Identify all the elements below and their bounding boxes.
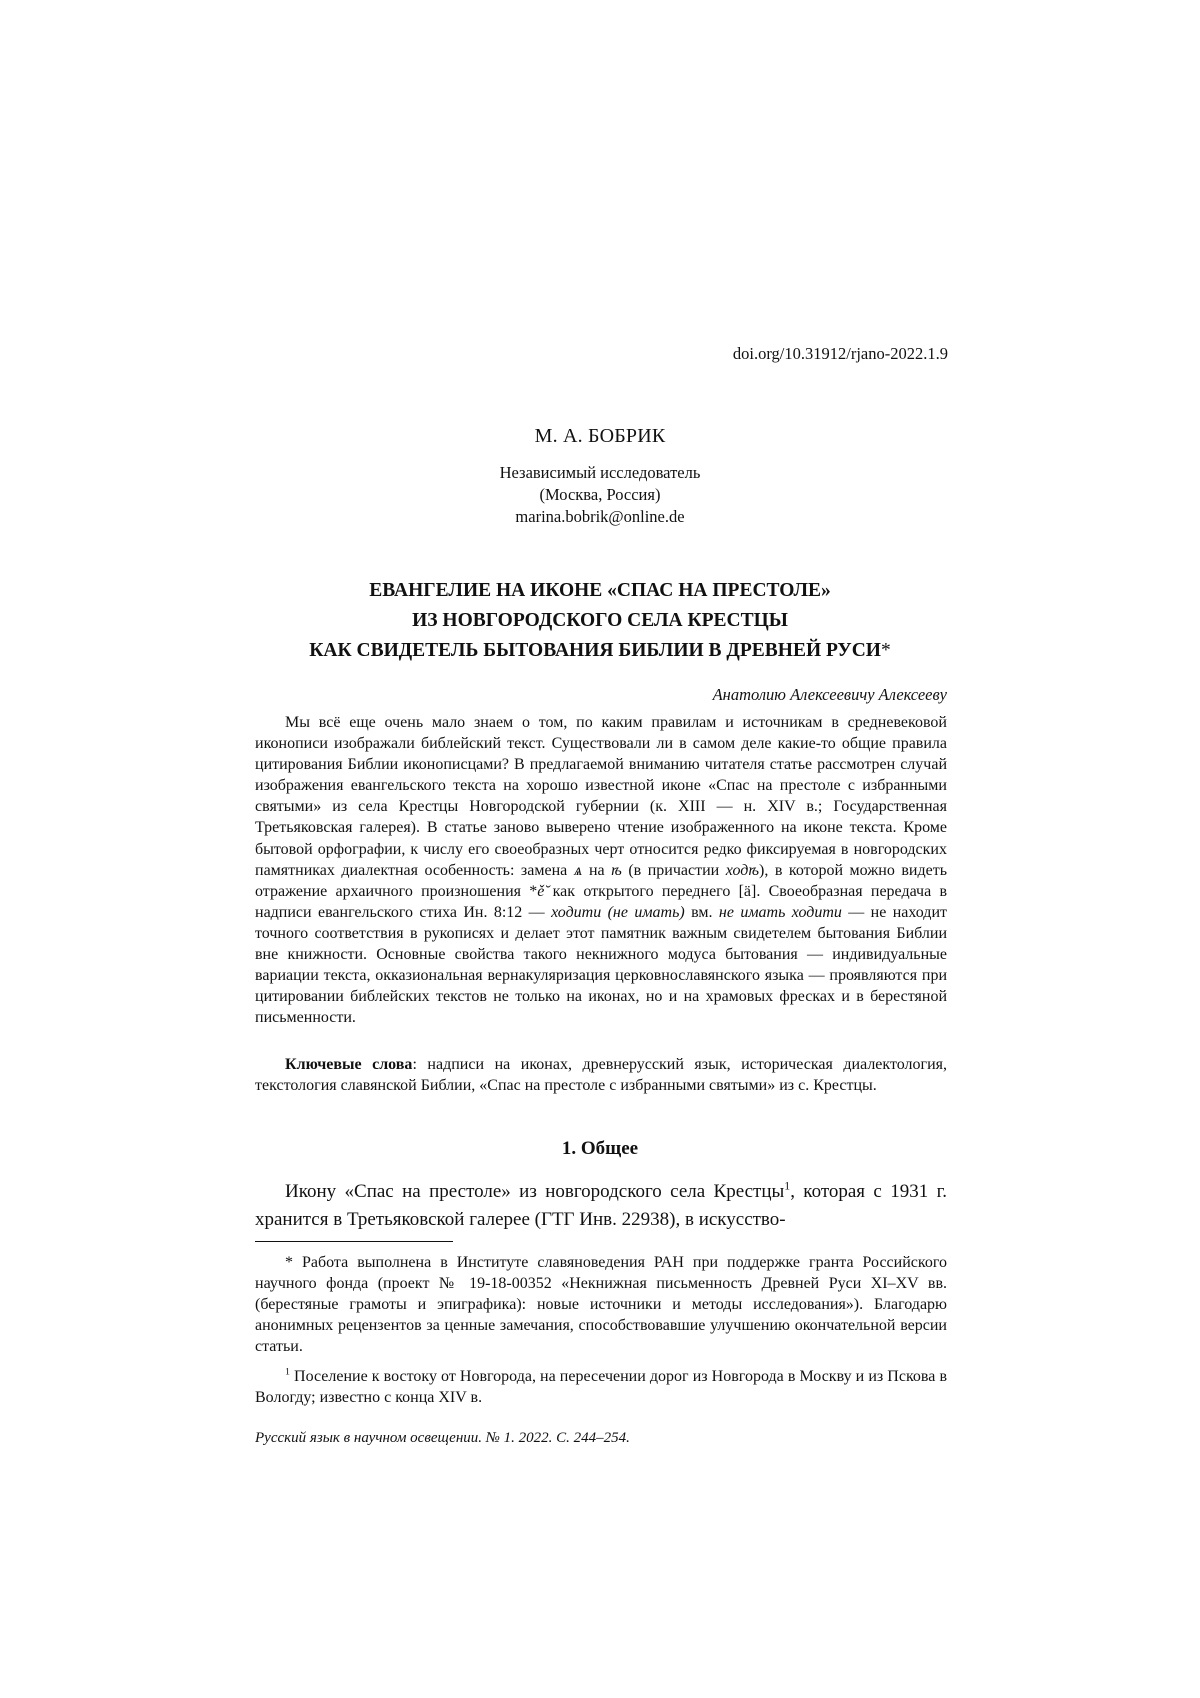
body-text-before: Икону «Спас на престоле» из новгородского села Крестцы <box>285 1181 785 1202</box>
abstract-part-3: ), в которой можно видеть отражение архаичного произношения * <box>255 861 948 900</box>
abstract-part-1: Мы всё еще очень мало знаем о том, по каким правилам и источникам в средневековой иконописи изображали библейский текст. Существовали ли в самом деле какие-то общие правила цитирования Библии иконописцами? В предлагаемой вниманию читателя статье рассмотрен случай изображения евангельского текста на хорошо известной иконе «Спас на престоле с избранными святыми» из села Крестцы Новгородской губернии (к. XIII — н. XIV в.; Государственная Третьяковская галерея). В статье заново выверено чтение изображенного на иконе текста. Кроме бытовой орфографии, к числу его своеобразных черт относится редко фиксируемая в новгородских памятниках диалектная особенность: замена <box>255 714 947 879</box>
footnote-1-mark: 1 <box>285 1366 290 1378</box>
footnote-ref-1[interactable]: 1 <box>784 1179 791 1193</box>
title-line-3 <box>0 636 1200 666</box>
title-line-2: ИЗ НОВГОРОДСКОГО СЕЛА КРЕСТЦЫ <box>412 610 788 631</box>
footnote-divider <box>255 1241 453 1242</box>
abstract-part-2: (в причастии <box>621 861 726 879</box>
footnote-1 <box>255 1366 947 1408</box>
affiliation-location: (Москва, Россия) <box>539 485 661 504</box>
journal-citation: Русский язык в научном освещении. № 1. 2022. С. 244–254. <box>255 1430 630 1446</box>
abstract-yat: ѣ <box>611 861 622 879</box>
author-name: М. А. БОБРИК <box>534 425 666 447</box>
abstract-quote-2: не имать ходити <box>718 903 842 921</box>
abstract-yus: ѧ <box>573 861 583 879</box>
footnote-1-text: Поселение к востоку от Новгорода, на пересечении дорог из Новгорода в Москву и из Пскова в Вологду; известно с конца XIV в. <box>255 1368 947 1406</box>
abstract-vm: вм. <box>684 903 719 921</box>
body-paragraph <box>255 1178 947 1234</box>
abstract-e-breve: ě̆ <box>537 882 545 900</box>
footnote-star <box>255 1252 947 1357</box>
footnote-star-text: Работа выполнена в Институте славяноведения РАН при поддержке гранта Российского научного фонда (проект № 19-18-00352 «Некнижная письменность Древней Руси XI–XV вв. (берестяные грамоты и эпиграфика): новые источники и методы исследования»). Благодарю анонимных рецензентов за ценные замечания, способствовавшие улучшению окончательной версии статьи. <box>255 1254 947 1355</box>
title-line-1: ЕВАНГЕЛИЕ НА ИКОНЕ «СПАС НА ПРЕСТОЛЕ» <box>369 580 831 601</box>
article-title <box>0 576 1200 666</box>
section-heading: 1. Общее <box>561 1138 639 1159</box>
abstract-part-5: — не находит точного соответствия в рукописях и делает этот памятник важным свидетелем бытования Библии вне книжности. Основные свойства такого некнижного модуса бытования — индивидуальные вариации текста, окказиональная вернакуляризация церковнославянского языка — проявляются при цитировании библейских текстов не только на иконах, но и на храмовых фресках и в берестяной письменности. <box>255 903 948 1027</box>
affiliation: Независимый исследователь <box>499 463 701 482</box>
keywords <box>255 1054 947 1096</box>
keywords-label: Ключевые слова <box>285 1056 413 1073</box>
doi-line: doi.org/10.31912/rjano-2022.1.9 <box>732 344 948 363</box>
abstract-part-4: как открытого переднего [ä]. Своеобразная передача в надписи евангельского стиха Ин. 8:12 — <box>255 882 948 921</box>
abstract <box>255 712 947 1028</box>
abstract-hodya: ходѣ <box>725 861 759 879</box>
dedication: Анатолию Алексеевичу Алексееву <box>712 685 947 704</box>
body-text-after: , которая с 1931 г. хранится в Третьяковской галерее (ГТГ Инв. 22938), в искусство- <box>255 1181 947 1230</box>
author-email: marina.bobrik@online.de <box>515 507 685 526</box>
keywords-text: : надписи на иконах, древнерусский язык, историческая диалектология, текстология славянской Библии, «Спас на престоле с избранными святыми» из с. Крестцы. <box>255 1056 948 1095</box>
footnote-star-mark: * <box>285 1254 293 1271</box>
abstract-na: на <box>582 861 612 879</box>
title-line-3-text: КАК СВИДЕТЕЛЬ БЫТОВАНИЯ БИБЛИИ В ДРЕВНЕЙ РУСИ <box>309 640 881 661</box>
abstract-quote-1: ходити (не имать) <box>551 903 685 921</box>
author-block <box>0 425 1200 528</box>
title-footnote-star: * <box>880 640 891 661</box>
